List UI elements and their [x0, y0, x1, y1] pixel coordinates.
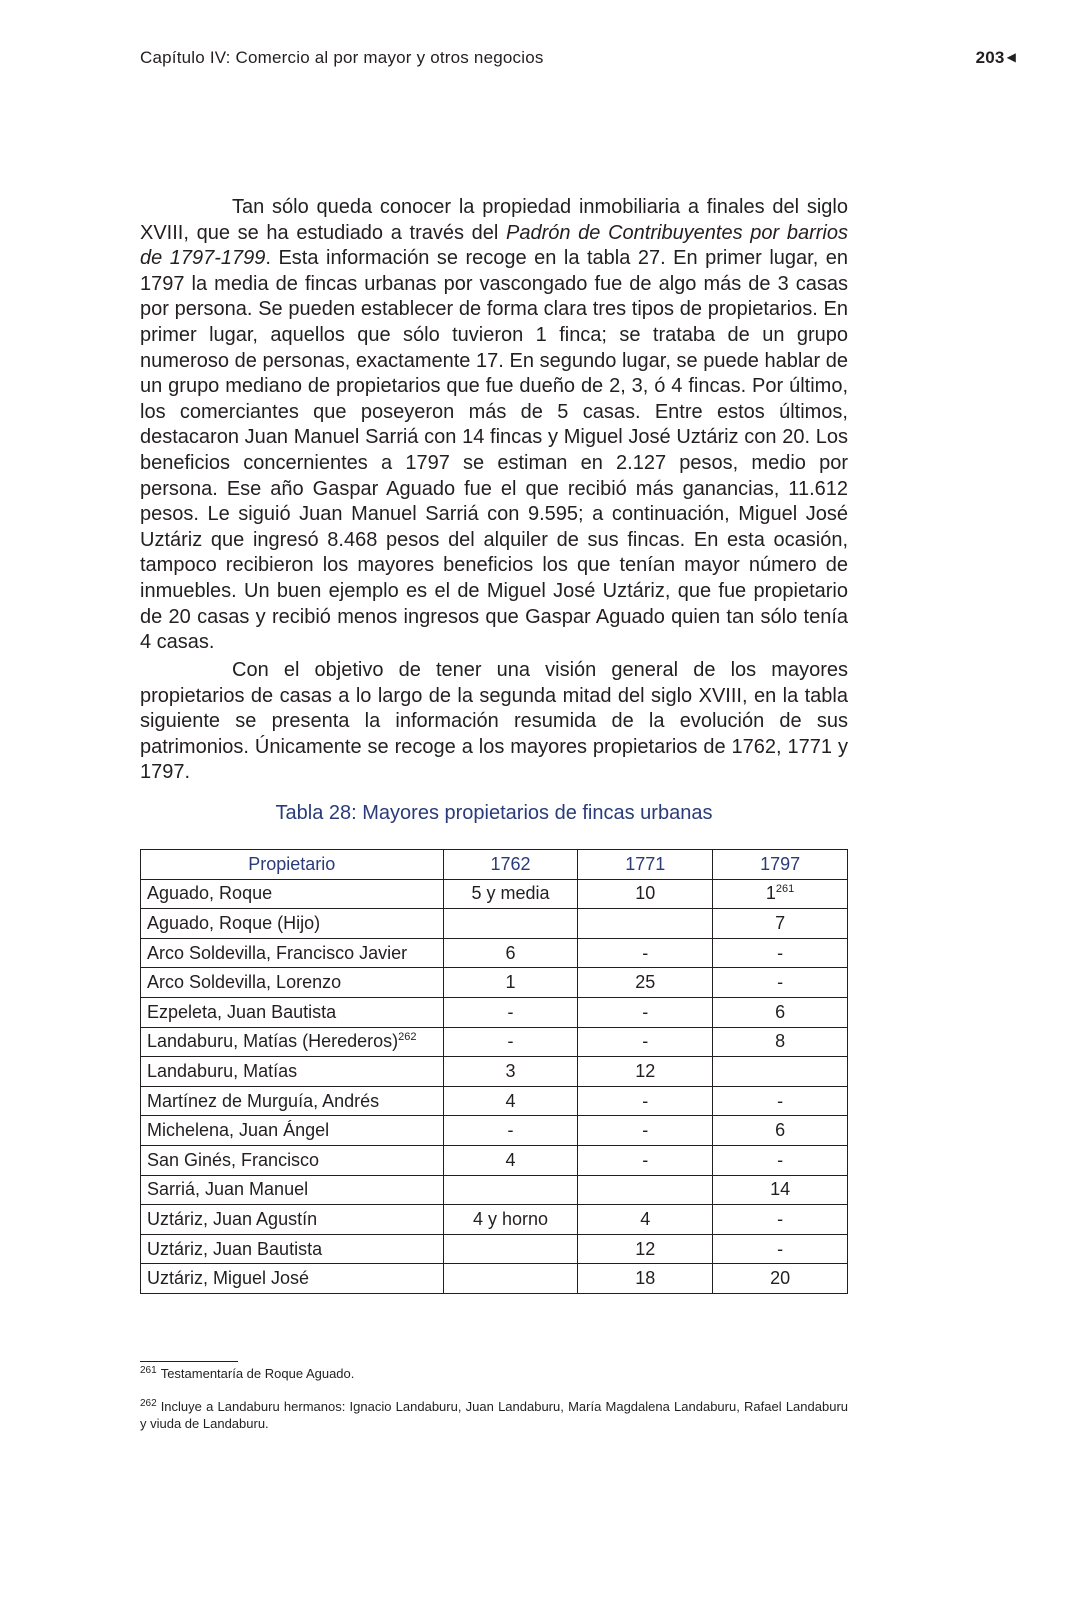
owner-name: San Ginés, Francisco [141, 1145, 444, 1175]
footnote-number: 261 [140, 1365, 157, 1376]
footnote-ref-261: 261 [775, 883, 795, 896]
table-row [141, 1027, 848, 1057]
cell-1797-value: 1 [765, 883, 776, 904]
footnote-number: 262 [140, 1398, 157, 1409]
page-number [976, 48, 1016, 68]
cell-1797: 20 [713, 1264, 848, 1294]
owner-name: Sarriá, Juan Manuel [141, 1175, 444, 1205]
footnote-261 [140, 1365, 848, 1382]
owner-name: Ezpeleta, Juan Bautista [141, 997, 444, 1027]
left-triangle-icon: ◀ [1006, 50, 1016, 64]
cell-1797: - [713, 1145, 848, 1175]
cell-1797: - [713, 938, 848, 968]
table-row [141, 1116, 848, 1146]
footnote-262 [140, 1398, 848, 1432]
footnote-ref-262: 262 [398, 1031, 417, 1044]
cell-1762: 4 [443, 1145, 578, 1175]
owner-name: Landaburu, Matías [141, 1057, 444, 1087]
owner-name: Uztáriz, Miguel José [141, 1264, 444, 1294]
cell-1762: 5 y media [443, 879, 578, 909]
table-row [141, 1234, 848, 1264]
table-row [141, 1264, 848, 1294]
cell-1771: - [578, 1027, 713, 1057]
cell-1797: - [713, 968, 848, 998]
owner-name: Martínez de Murguía, Andrés [141, 1086, 444, 1116]
cell-1797: 6 [713, 1116, 848, 1146]
cell-1771: - [578, 997, 713, 1027]
cell-1771: 10 [578, 879, 713, 909]
owner-name: Aguado, Roque [141, 879, 444, 909]
chapter-title: Capítulo IV: Comercio al por mayor y otros negocios [140, 48, 544, 67]
cell-1771: 4 [578, 1205, 713, 1235]
owner-name: Michelena, Juan Ángel [141, 1116, 444, 1146]
footnote-text: Incluye a Landaburu hermanos: Ignacio Landaburu, Juan Landaburu, María Magdalena Landaburu, Rafael Landaburu y viuda de Landaburu. [140, 1399, 848, 1431]
paragraph-1-text-a: Tan sólo queda conocer la propiedad inmobiliaria a finales del siglo XVIII, que se ha estudiado a través del [140, 196, 848, 244]
cell-1771: - [578, 1145, 713, 1175]
owner-name: Arco Soldevilla, Francisco Javier [141, 938, 444, 968]
cell-1797 [713, 1057, 848, 1087]
paragraph-2-text: Con el objetivo de tener una visión general de los mayores propietarios de casas a lo largo de la segunda mitad del siglo XVIII, en la tabla siguiente se presenta la información resumida de la evolución de sus patrimonios. Únicamente se recoge a los mayores propietarios de 1762, 1771 y 1797. [140, 659, 848, 784]
cell-1797: - [713, 1205, 848, 1235]
footnote-divider [140, 1361, 238, 1362]
cell-1797: 6 [713, 997, 848, 1027]
paragraph-1-text-b: . Esta información se recoge en la tabla 27. En primer lugar, en 1797 la media de fincas urbanas por vascongado fue de algo más de 3 casas por persona. Se pueden establecer de forma clara tres tipos de propietarios. En primer lugar, aquellos que sólo tuvieron 1 finca; se trataba de un grupo numeroso de personas, exactamente 17. En segundo lugar, se puede hablar de un grupo mediano de propietarios que fue dueño de 2, 3, ó 4 fincas. Por último, los comerciantes que poseyeron más de 5 casas. Entre estos últimos, destacaron Juan Manuel Sarriá con 14 fincas y Miguel José Uztáriz con 20. Los beneficios concernientes a 1797 se estiman en 2.127 pesos, medio por persona. Ese año Gaspar Aguado fue el que recibió más ganancias, 11.612 pesos. Le siguió Juan Manuel Sarriá con 9.595; a continuación, Miguel José Uztáriz que ingresó 8.468 pesos del alquiler de sus fincas. En esta ocasión, tampoco recibieron los mayores beneficios los que tenían mayor número de inmuebles. Un buen ejemplo es el de Miguel José Uztáriz, que fue propietario de 20 casas y recibió menos ingresos que Gaspar Aguado quien tan sólo tenía 4 casas. [140, 247, 848, 654]
table-row [141, 968, 848, 998]
paragraph-1-italic-title: Padrón de Contribuyentes por barrios de 1797-1799 [140, 221, 848, 270]
table-caption: Tabla 28: Mayores propietarios de fincas urbanas [275, 802, 713, 824]
owner-name-cell [141, 1027, 444, 1057]
column-header: 1797 [713, 850, 848, 880]
cell-1797: - [713, 1234, 848, 1264]
paragraph-2 [140, 658, 848, 786]
owner-name: Arco Soldevilla, Lorenzo [141, 968, 444, 998]
cell-1762: - [443, 997, 578, 1027]
cell-1771: 12 [578, 1057, 713, 1087]
cell-1771: - [578, 1116, 713, 1146]
owners-table [140, 849, 848, 1294]
cell-1771 [578, 1175, 713, 1205]
cell-1762 [443, 1264, 578, 1294]
paragraph-1 [140, 195, 848, 656]
cell-1771: - [578, 1086, 713, 1116]
column-header: Propietario [141, 850, 444, 880]
page-number-value: 203 [975, 48, 1005, 67]
cell-1797: 8 [713, 1027, 848, 1057]
table-row [141, 1145, 848, 1175]
cell-1797: 14 [713, 1175, 848, 1205]
table-row [141, 909, 848, 939]
owner-name: Uztáriz, Juan Bautista [141, 1234, 444, 1264]
table-row [141, 997, 848, 1027]
owner-name: Aguado, Roque (Hijo) [141, 909, 444, 939]
cell-1771 [578, 909, 713, 939]
cell-1771: - [578, 938, 713, 968]
owner-name: Uztáriz, Juan Agustín [141, 1205, 444, 1235]
table-row [141, 879, 848, 909]
table-row [141, 938, 848, 968]
cell-1762: - [443, 1116, 578, 1146]
cell-1797: - [713, 1086, 848, 1116]
table-header-row [141, 850, 848, 880]
footnote-text: Testamentaría de Roque Aguado. [160, 1366, 355, 1381]
column-header: 1762 [443, 850, 578, 880]
cell-1762: 3 [443, 1057, 578, 1087]
running-header [140, 48, 1016, 72]
cell-1771: 18 [578, 1264, 713, 1294]
cell-1771: 25 [578, 968, 713, 998]
table-row [141, 1175, 848, 1205]
cell-1762 [443, 1175, 578, 1205]
cell-1762 [443, 1234, 578, 1264]
cell-1762: 4 y horno [443, 1205, 578, 1235]
cell-1762: - [443, 1027, 578, 1057]
column-header: 1771 [578, 850, 713, 880]
owner-name: Landaburu, Matías (Herederos) [147, 1031, 399, 1052]
cell-1762 [443, 909, 578, 939]
cell-1762: 1 [443, 968, 578, 998]
cell-1762: 6 [443, 938, 578, 968]
cell-1797: 7 [713, 909, 848, 939]
cell-1762: 4 [443, 1086, 578, 1116]
table-row [141, 1057, 848, 1087]
cell-1797 [713, 879, 848, 909]
cell-1771: 12 [578, 1234, 713, 1264]
table-row [141, 1205, 848, 1235]
table-row [141, 1086, 848, 1116]
